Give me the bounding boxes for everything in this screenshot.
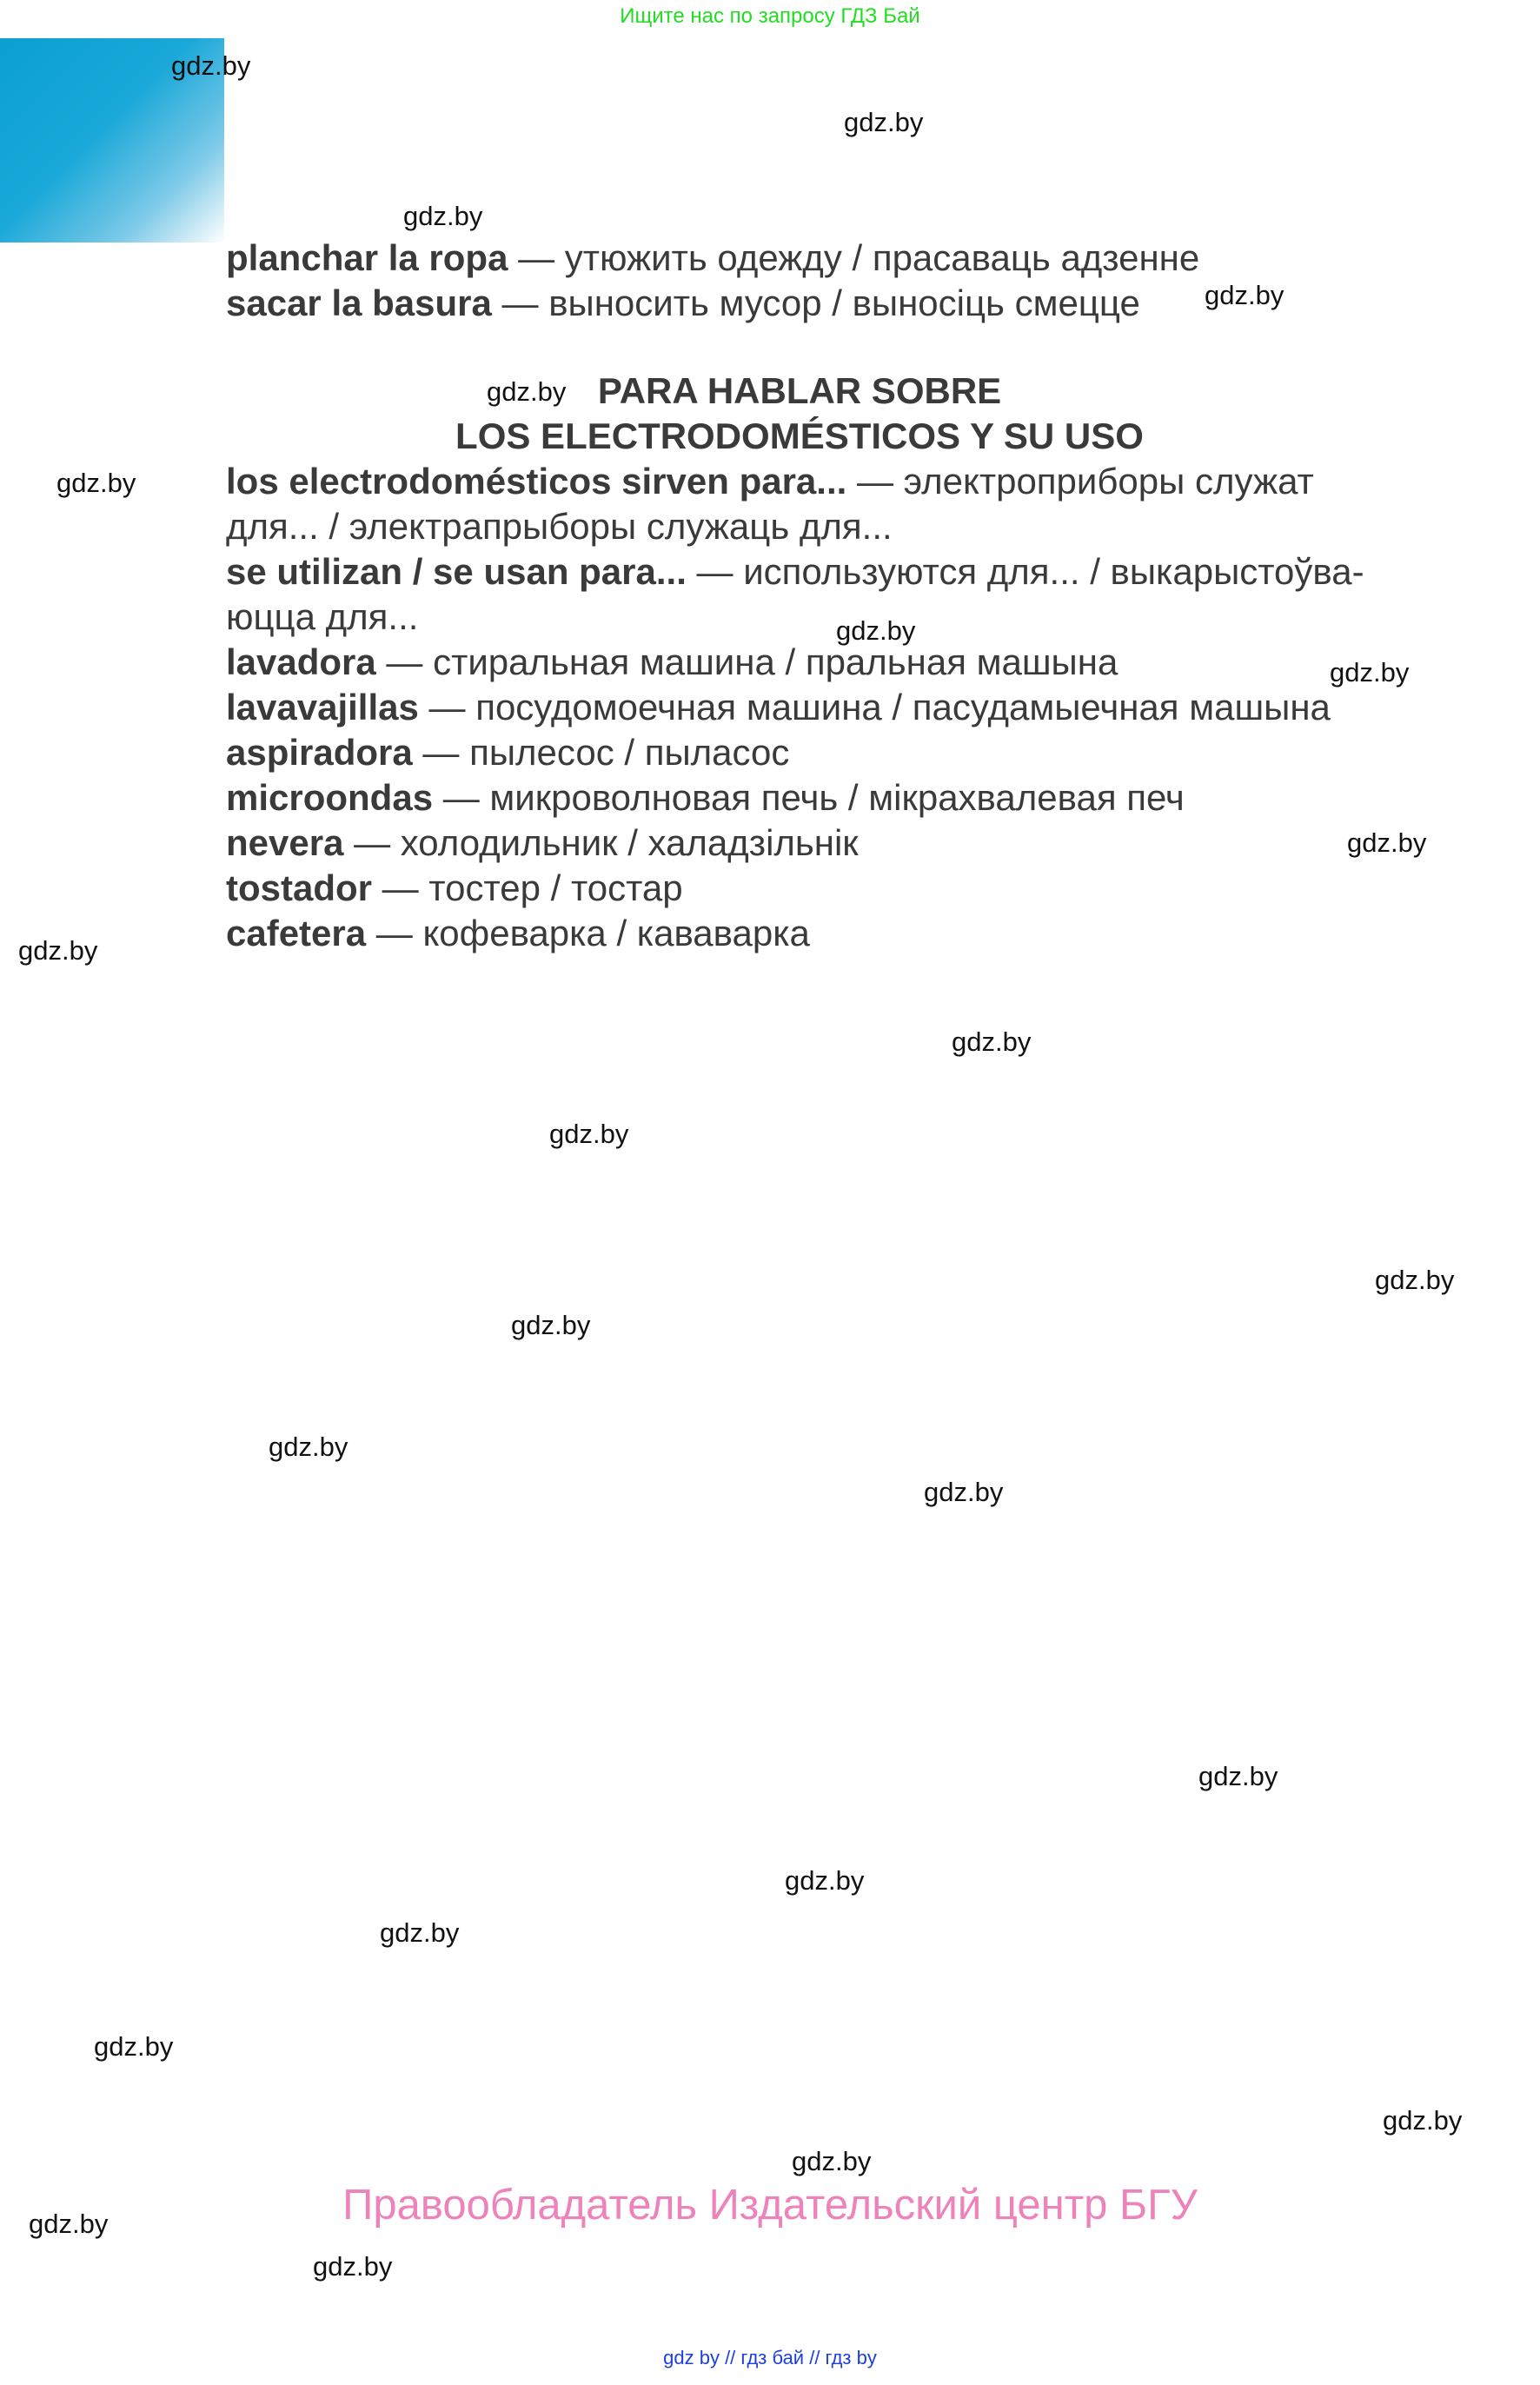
- vocab-item: [226, 730, 1391, 775]
- section-heading: [226, 369, 1373, 459]
- vocab-translation: — стиральная машина / пральная машына: [375, 641, 1118, 682]
- vocab-term: sacar la basura: [226, 282, 492, 323]
- search-banner: Ищите нас по запросу ГДЗ Бай: [620, 4, 920, 28]
- vocab-item: [226, 820, 1391, 866]
- watermark: gdz.by: [924, 1477, 1004, 1507]
- vocab-item: [226, 685, 1391, 730]
- watermark: gdz.by: [487, 376, 567, 407]
- watermark: gdz.by: [844, 107, 924, 137]
- watermark: gdz.by: [952, 1026, 1032, 1057]
- watermark: gdz.by: [511, 1310, 591, 1340]
- vocab-term: nevera: [226, 822, 344, 863]
- vocab-translation: — электроприборы служат: [846, 461, 1314, 502]
- vocab-translation: — используются для... / выкарыстоўва-: [686, 551, 1364, 592]
- vocab-item: [226, 549, 1391, 595]
- vocab-term: lavadora: [226, 641, 376, 682]
- vocab-term: cafetera: [226, 913, 367, 953]
- vocab-item: [226, 911, 1391, 956]
- watermark: gdz.by: [56, 468, 136, 498]
- vocab-translation: — выносить мусор / выносіць смецце: [491, 282, 1140, 323]
- vocab-translation: — пылесос / пыласос: [412, 732, 790, 773]
- vocab-item: [226, 640, 1391, 685]
- footer-links[interactable]: gdz by // гдз бай // гдз by: [663, 2347, 877, 2368]
- vocab-item: [226, 866, 1391, 911]
- vocab-term: lavavajillas: [226, 687, 419, 727]
- vocab-continuation: для... / электрапрыборы служаць для...: [226, 506, 893, 547]
- watermark: gdz.by: [29, 2209, 109, 2239]
- vocab-translation: — посудомоечная машина / пасудамыечная машына: [418, 687, 1331, 727]
- watermark: gdz.by: [1347, 827, 1427, 858]
- vocab-continuation: юцца для...: [226, 596, 419, 637]
- vocab-item: [226, 236, 1391, 281]
- watermark: gdz.by: [1205, 280, 1284, 310]
- watermark: gdz.by: [269, 1432, 348, 1462]
- vocab-item: [226, 459, 1391, 504]
- watermark: gdz.by: [549, 1119, 629, 1149]
- watermark: gdz.by: [1198, 1761, 1278, 1791]
- vocab-term: microondas: [226, 777, 434, 818]
- watermark: gdz.by: [171, 50, 251, 81]
- vocab-term: los electrodomésticos sirven para...: [226, 461, 847, 502]
- watermark: gdz.by: [1330, 657, 1410, 688]
- watermark: gdz.by: [18, 935, 98, 966]
- vocab-translation: — микроволновая печь / мікрахвалевая печ: [433, 777, 1185, 818]
- vocab-term: planchar la ropa: [226, 237, 508, 278]
- vocab-item: [226, 775, 1391, 820]
- vocab-translation: — кофеварка / кававарка: [366, 913, 810, 953]
- watermark: gdz.by: [1383, 2105, 1463, 2136]
- watermark: gdz.by: [94, 2031, 174, 2062]
- watermark: gdz.by: [313, 2251, 393, 2282]
- vocab-translation: — тостер / тостар: [372, 867, 683, 908]
- vocab-term: tostador: [226, 867, 372, 908]
- watermark: gdz.by: [792, 2146, 872, 2176]
- watermark: gdz.by: [1375, 1265, 1455, 1295]
- watermark: gdz.by: [785, 1865, 865, 1896]
- watermark: gdz.by: [836, 615, 916, 646]
- vocab-translation: — холодильник / халадзільнік: [343, 822, 859, 863]
- vocab-term: se utilizan / se usan para...: [226, 551, 687, 592]
- copyright-notice: Правообладатель Издательский центр БГУ: [342, 2182, 1198, 2229]
- heading-line-2: LOS ELECTRODOMÉSTICOS Y SU USO: [455, 415, 1144, 456]
- watermark: gdz.by: [403, 201, 483, 231]
- vocabulary-list: [226, 236, 1391, 956]
- vocab-term: aspiradora: [226, 732, 413, 773]
- watermark: gdz.by: [380, 1917, 460, 1948]
- heading-line-1: PARA HABLAR SOBRE: [597, 370, 1002, 411]
- vocab-translation: — утюжить одежду / прасаваць адзенне: [508, 237, 1200, 278]
